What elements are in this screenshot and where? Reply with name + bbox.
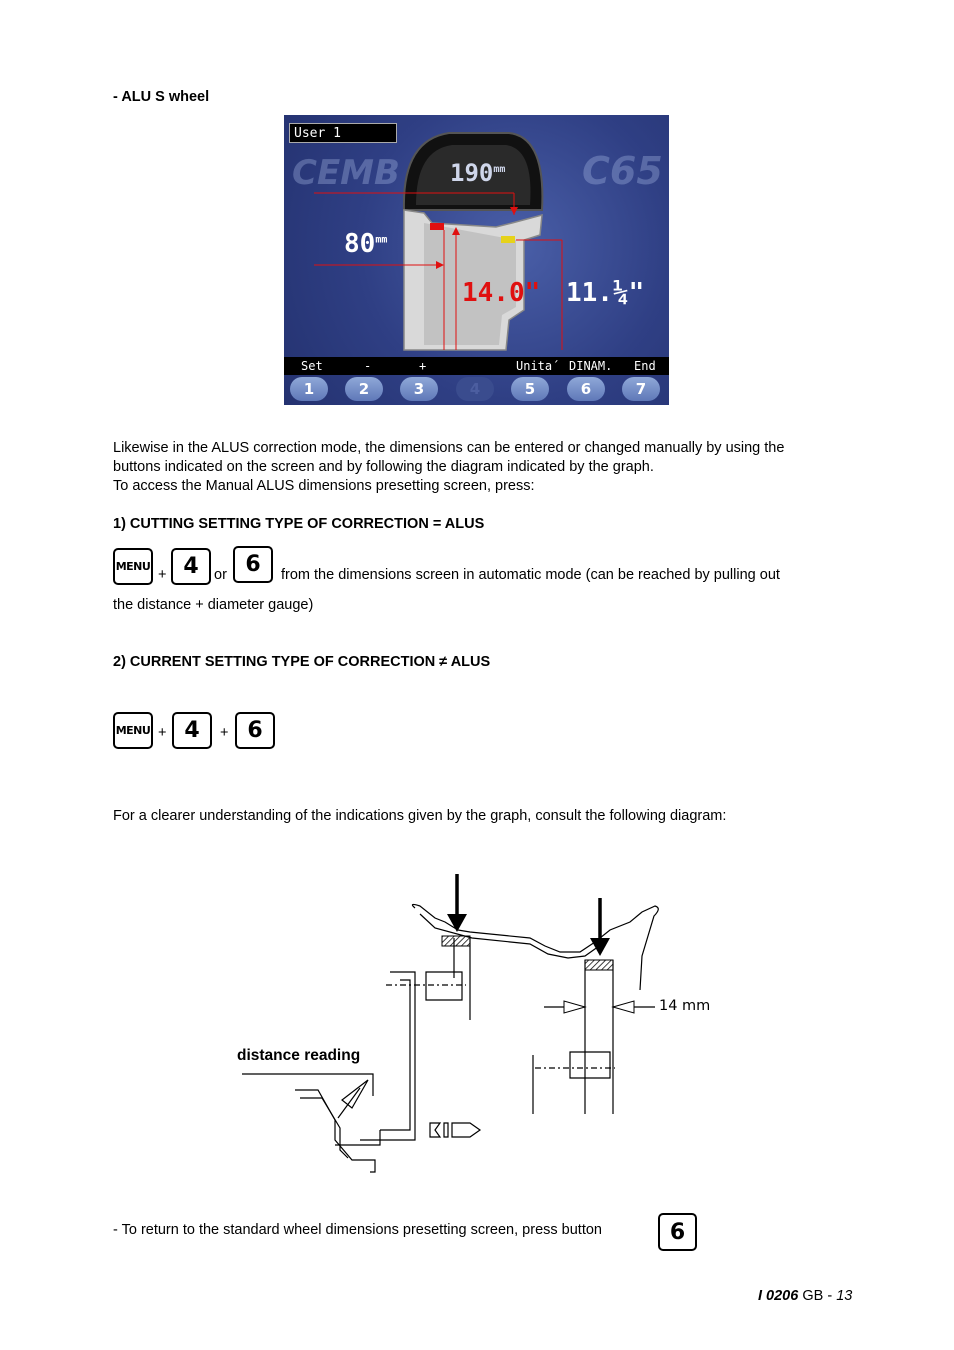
marker-red [430,223,444,230]
language-code: GB - [802,1288,833,1304]
dim-left-unit: mm [375,234,388,246]
cemb-logo: CEMB [292,153,400,193]
step1-text-a: from the dimensions screen in automatic mode (can be reached by pulling out [281,567,780,583]
step1-text-b: the distance + diameter gauge) [113,597,314,613]
menu-dinam[interactable]: DINAM. [569,359,613,373]
dim-left-value [344,229,387,259]
key-4: 4 [172,712,212,749]
menu-end[interactable]: End [634,359,656,373]
dim-top-unit: mm [493,164,506,175]
key-4: 4 [171,548,211,585]
balancer-screen [284,115,669,405]
screen-button-3[interactable]: 3 [400,377,438,401]
softkey-menu-bar [284,357,669,375]
intro-line-2: buttons indicated on the screen and by following the diagram indicated by the graph. [113,459,654,475]
menu-unit[interactable]: Unita´ [516,359,560,373]
width-value: 11.¼" [566,278,645,308]
menu-plus[interactable]: + [419,359,427,373]
screen-button-5[interactable]: 5 [511,377,549,401]
screen-button-6[interactable]: 6 [567,377,605,401]
key-6: 6 [658,1213,697,1251]
rim-measurement-diagram [230,860,750,1180]
step1-heading: 1) CUTTING SETTING TYPE OF CORRECTION = ALUS [113,516,485,532]
wheel-graphic [284,115,669,357]
dim-top-value [450,159,505,187]
page-footer [758,1287,852,1306]
dim-top-number: 190 [450,159,494,187]
menu-key: MENU [113,712,153,749]
key-6: 6 [233,546,273,583]
or-text: or [214,567,227,583]
step2-heading: 2) CURRENT SETTING TYPE OF CORRECTION ≠ ALUS [113,654,491,670]
diameter-value: 14.0" [462,278,541,308]
diagram-intro: For a clearer understanding of the indications given by the graph, consult the following diagram: [113,808,727,824]
menu-minus[interactable]: - [364,359,372,373]
key-6: 6 [235,712,275,749]
plus-sign: + [158,725,167,741]
page-number: 13 [836,1288,853,1304]
menu-key: MENU [113,548,153,585]
section-title: - ALU S wheel [113,89,210,105]
plus-sign: + [158,567,167,583]
user-field: User 1 [289,123,397,143]
c65-logo: C65 [582,149,663,193]
dim-left-number: 80 [344,229,376,259]
screen-button-4[interactable]: 4 [456,377,494,401]
screen-button-1[interactable]: 1 [290,377,328,401]
menu-set[interactable]: Set [301,359,323,373]
marker-yellow [501,236,515,243]
label-distance-reading: distance reading [237,1047,361,1064]
label-14mm: 14 mm [659,998,711,1014]
intro-line-1: Likewise in the ALUS correction mode, the dimensions can be entered or changed manually by using the [113,440,785,456]
doc-code: I 0206 [758,1288,799,1304]
intro-line-3: To access the Manual ALUS dimensions presetting screen, press: [113,478,535,494]
screen-button-2[interactable]: 2 [345,377,383,401]
screen-button-7[interactable]: 7 [622,377,660,401]
plus-sign: + [220,725,229,741]
return-instruction: - To return to the standard wheel dimensions presetting screen, press button [113,1222,602,1238]
